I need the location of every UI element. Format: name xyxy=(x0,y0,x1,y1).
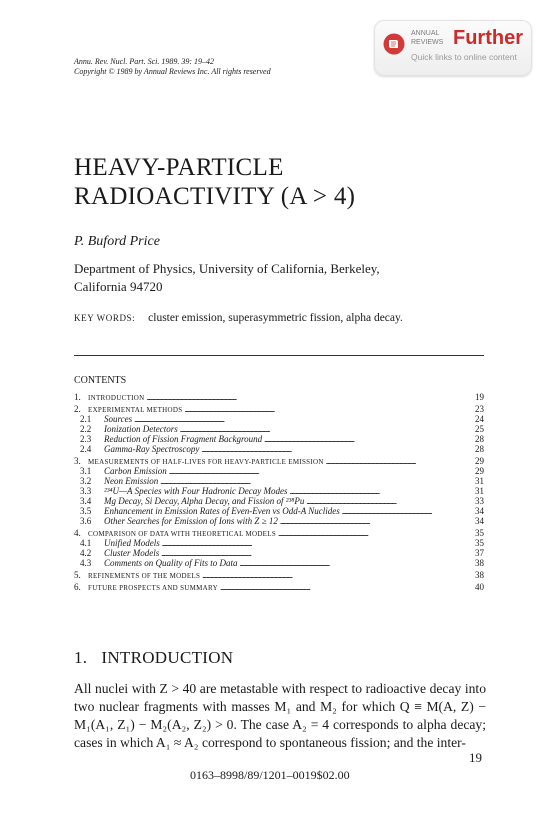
title-line-2: RADIOACTIVITY (A > 4) xyxy=(74,183,356,210)
toc-entry-title: Enhancement in Emission Rates of Even-Even vs Odd-A Nuclides xyxy=(104,506,340,516)
badge-further-label: Further xyxy=(453,27,523,49)
toc-entry-number: 5. xyxy=(74,570,81,580)
badge-subtitle: Quick links to online content xyxy=(411,52,517,62)
toc-entry-title: Ionization Detectors xyxy=(104,424,178,434)
toc-entry-page: 38 xyxy=(475,558,484,568)
toc-entry[interactable] xyxy=(74,486,484,496)
article-title xyxy=(74,153,355,211)
toc-entry[interactable] xyxy=(74,434,484,444)
toc-entry-number: 6. xyxy=(74,582,81,592)
toc-entry-title: Mg Decay, Si Decay, Alpha Decay, and Fission of ²³⁸Pu xyxy=(104,496,305,506)
toc-entry-page: 33 xyxy=(475,496,484,506)
divider xyxy=(74,355,484,356)
toc-entry-title: Sources xyxy=(104,414,133,424)
toc-entry-title: Carbon Emission xyxy=(104,466,167,476)
toc-entry[interactable] xyxy=(74,582,484,592)
toc-entry-page: 34 xyxy=(475,506,484,516)
author-name: P. Buford Price xyxy=(74,234,160,249)
toc-entry-number: 3.1 xyxy=(80,466,92,476)
title-line-1: HEAVY-PARTICLE xyxy=(74,154,284,181)
toc-entry-number: 3.6 xyxy=(80,516,92,526)
toc-entry-title: EXPERIMENTAL METHODS xyxy=(88,406,183,414)
toc-entry[interactable] xyxy=(74,424,484,434)
toc-entry-number: 4.3 xyxy=(80,558,92,568)
body-text xyxy=(74,680,486,752)
toc-entry[interactable] xyxy=(74,476,484,486)
toc-entry-number: 3.5 xyxy=(80,506,92,516)
toc-entry-title: Other Searches for Emission of Ions with Z ≥ 12 xyxy=(104,516,278,526)
toc-entry[interactable] xyxy=(74,558,484,568)
toc-leader-dots xyxy=(240,558,455,569)
toc-entry-page: 29 xyxy=(475,466,484,476)
toc-entry-title: Cluster Models xyxy=(104,548,160,558)
page-number: 19 xyxy=(469,750,482,765)
toc-entry-number: 2.4 xyxy=(80,444,92,454)
toc-entry-page: 29 xyxy=(475,456,484,466)
toc-entry-number: 2.2 xyxy=(80,424,92,434)
toc-entry[interactable] xyxy=(74,456,484,466)
copyright-notice: Copyright © 1989 by Annual Reviews Inc. All rights reserved xyxy=(74,67,271,76)
toc-entry-title: Comments on Quality of Fits to Data xyxy=(104,558,238,568)
toc-entry-number: 2.1 xyxy=(80,414,92,424)
toc-entry[interactable] xyxy=(74,404,484,414)
toc-entry[interactable] xyxy=(74,528,484,538)
toc-entry-page: 24 xyxy=(475,414,484,424)
affiliation xyxy=(74,260,414,296)
toc-leader-dots xyxy=(146,392,454,403)
toc-leader-dots xyxy=(202,570,454,581)
toc-entry[interactable] xyxy=(74,570,484,580)
toc-entry-number: 1. xyxy=(74,392,81,402)
toc-entry-number: 3.2 xyxy=(80,476,92,486)
toc-entry[interactable] xyxy=(74,506,484,516)
toc-entry-page: 19 xyxy=(475,392,484,402)
toc-entry-page: 34 xyxy=(475,516,484,526)
toc-entry-title: FUTURE PROSPECTS AND SUMMARY xyxy=(88,584,218,592)
toc-entry-title: INTRODUCTION xyxy=(88,394,145,402)
affiliation-line-1: Department of Physics, University of California, Berkeley, xyxy=(74,261,380,276)
toc-entry-number: 3.4 xyxy=(80,496,92,506)
toc-entry-title: Neon Emission xyxy=(104,476,159,486)
toc-entry-title: Gamma-Ray Spectroscopy xyxy=(104,444,200,454)
toc-entry-page: 40 xyxy=(475,582,484,592)
badge-annual-label: ANNUAL xyxy=(411,30,440,37)
section-heading xyxy=(74,648,233,668)
footer-code: 0163–8998/89/1201–0019$02.00 xyxy=(190,768,350,782)
toc-entry-page: 35 xyxy=(475,528,484,538)
contents-heading: CONTENTS xyxy=(74,375,127,386)
toc-entry[interactable] xyxy=(74,538,484,548)
toc-entry[interactable] xyxy=(74,496,484,506)
toc-entry-page: 38 xyxy=(475,570,484,580)
toc-entry-page: 25 xyxy=(475,424,484,434)
affiliation-line-2: California 94720 xyxy=(74,279,163,294)
toc-entry-page: 37 xyxy=(475,548,484,558)
toc-entry-title: COMPARISON OF DATA WITH THEORETICAL MODELS xyxy=(88,530,277,538)
toc-leader-dots xyxy=(201,444,454,455)
badge-reviews-label: REVIEWS xyxy=(411,39,444,46)
toc-entry-page: 23 xyxy=(475,404,484,414)
toc-entry-title: ²³⁴U—A Species with Four Hadronic Decay Modes xyxy=(104,486,288,496)
toc-entry-title: MEASUREMENTS OF HALF-LIVES FOR HEAVY-PARTICLE EMISSION xyxy=(88,458,324,466)
toc-leader-dots xyxy=(280,516,454,527)
toc-entry-page: 31 xyxy=(475,476,484,486)
section-number: 1. xyxy=(74,648,88,667)
keywords-label: KEY WORDS: xyxy=(74,313,136,323)
toc-entry[interactable] xyxy=(74,414,484,424)
section-title: INTRODUCTION xyxy=(101,648,234,667)
annual-reviews-logo-icon xyxy=(383,33,405,55)
toc-entry-number: 4.2 xyxy=(80,548,92,558)
body-paragraph: All nuclei with Z > 40 are metastable with respect to radioactive decay into two nuclear fragments with masses M₁ and M₂ for which Q ≡ M(A, Z) − M₁(A₁, Z₁) − M₂(A₂, Z₂) > 0. The case A₂ = 4 corresponds to alpha decay; cases in which A₁ ≈ A₂ correspond to spontaneous fission; and the inter- xyxy=(74,681,486,750)
toc-entry[interactable] xyxy=(74,516,484,526)
toc-entry-page: 35 xyxy=(475,538,484,548)
toc-entry[interactable] xyxy=(74,392,484,402)
toc-entry-title: REFINEMENTS OF THE MODELS xyxy=(88,572,201,580)
toc-entry-number: 2. xyxy=(74,404,81,414)
keywords-list: cluster emission, superasymmetric fission, alpha decay. xyxy=(148,312,403,324)
toc-leader-dots xyxy=(220,582,454,593)
toc-entry[interactable] xyxy=(74,548,484,558)
further-badge[interactable] xyxy=(374,20,532,76)
toc-entry-number: 3. xyxy=(74,456,81,466)
keywords xyxy=(74,312,403,324)
toc-entry[interactable] xyxy=(74,444,484,454)
journal-citation: Annu. Rev. Nucl. Part. Sci. 1989. 39: 19–42 xyxy=(74,57,215,66)
toc-entry[interactable] xyxy=(74,466,484,476)
toc-entry-page: 31 xyxy=(475,486,484,496)
toc-entry-number: 4. xyxy=(74,528,81,538)
toc-entry-title: Unified Models xyxy=(104,538,160,548)
toc-entry-page: 28 xyxy=(475,444,484,454)
toc-entry-title: Reduction of Fission Fragment Background xyxy=(104,434,263,444)
toc-entry-page: 28 xyxy=(475,434,484,444)
toc-entry-number: 2.3 xyxy=(80,434,92,444)
toc-entry-number: 3.3 xyxy=(80,486,92,496)
toc-entry-number: 4.1 xyxy=(80,538,92,548)
